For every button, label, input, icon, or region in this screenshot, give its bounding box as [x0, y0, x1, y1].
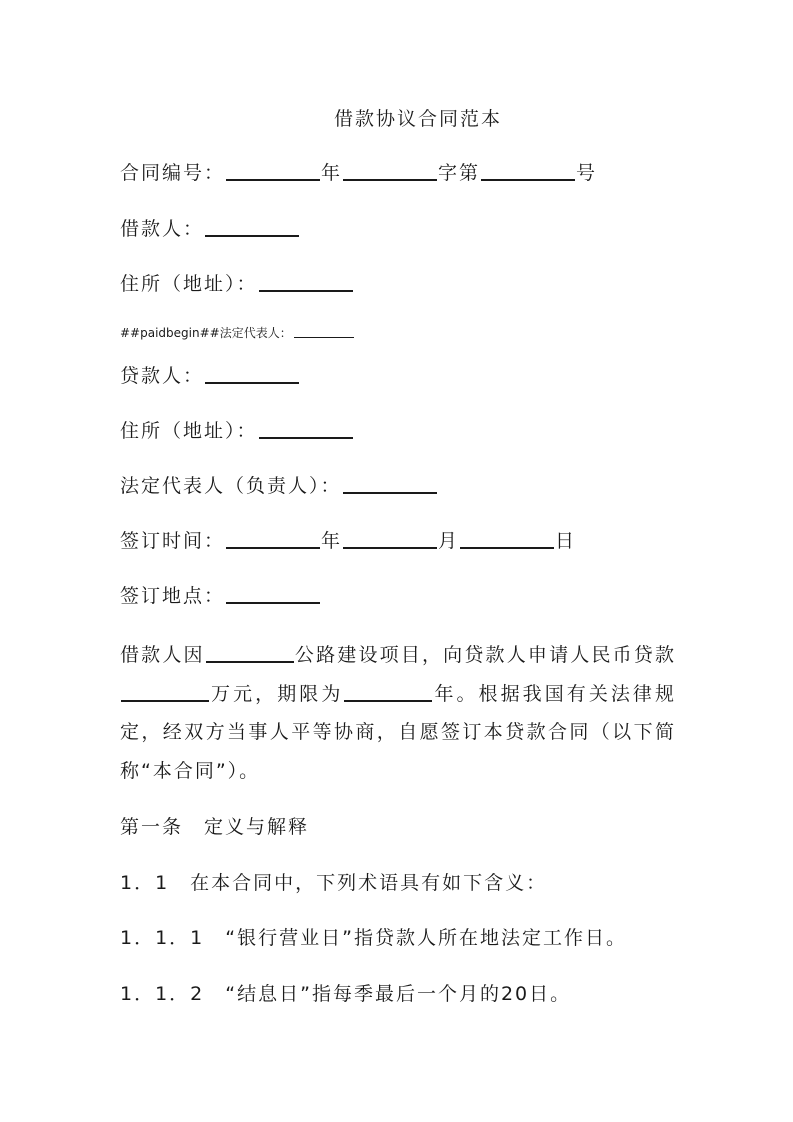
sign-time-blank-3	[460, 529, 554, 549]
sign-place-label: 签订地点：	[120, 585, 226, 607]
contract-number-blank-2	[343, 161, 437, 181]
borrower-label: 借款人：	[120, 218, 205, 240]
contract-number-blank-1	[226, 161, 320, 181]
sign-time-blank-2	[343, 529, 437, 549]
sign-time-year: 年	[321, 530, 343, 552]
lender-address-label: 住所（地址）：	[120, 420, 258, 442]
intro-part-3: 万元，期限为	[210, 682, 344, 705]
sign-place-blank	[226, 584, 320, 604]
lender-address-blank	[259, 419, 353, 439]
borrower-blank	[205, 217, 299, 237]
contract-number-label: 合同编号：	[120, 162, 226, 184]
sign-time-line	[120, 529, 576, 551]
intro-blank-2	[121, 682, 209, 702]
sign-place-line	[120, 584, 321, 606]
article-1-heading: 第一条 定义与解释	[120, 816, 310, 838]
contract-number-suffix: 号	[576, 162, 598, 184]
sign-time-month: 月	[438, 530, 460, 552]
lender-line	[120, 364, 300, 386]
intro-part-2: 公路建设项目，向贷款人申请人民币贷款	[294, 644, 676, 666]
document-title: 借款协议合同范本	[333, 108, 502, 130]
contract-number-line	[120, 161, 597, 183]
sign-time-day: 日	[555, 530, 577, 552]
paid-marker-blank	[294, 326, 354, 338]
legal-rep-blank	[343, 474, 437, 494]
borrower-address-label: 住所（地址）：	[120, 273, 258, 295]
sign-time-blank-1	[226, 529, 320, 549]
intro-paragraph	[120, 636, 676, 791]
borrower-address-blank	[259, 272, 353, 292]
intro-blank-1	[206, 643, 294, 663]
lender-blank	[205, 364, 299, 384]
lender-label: 贷款人：	[120, 365, 205, 387]
legal-rep-line	[120, 474, 438, 496]
clause-1-1-2: 1．1．2 “结息日”指每季最后一个月的20日。	[120, 983, 572, 1005]
paid-marker-line	[120, 324, 354, 341]
intro-blank-3	[344, 682, 432, 702]
clause-1-1-1: 1．1．1 “银行营业日”指贷款人所在地法定工作日。	[120, 927, 627, 949]
contract-number-char-no: 字第	[438, 162, 481, 184]
contract-number-blank-3	[481, 161, 575, 181]
intro-part-1: 借款人因	[120, 644, 205, 666]
borrower-address-line	[120, 272, 354, 294]
lender-address-line	[120, 419, 354, 441]
paid-marker-label: ##paidbegin##法定代表人：	[120, 326, 292, 340]
contract-number-year: 年	[321, 162, 343, 184]
clause-1-1: 1．1 在本合同中，下列术语具有如下含义：	[120, 872, 548, 894]
borrower-line	[120, 217, 300, 239]
legal-rep-label: 法定代表人（负责人）：	[120, 475, 342, 497]
sign-time-label: 签订时间：	[120, 530, 226, 552]
intro-part-4: 年。根据我国有关法律规定，经双方当事人平等协商，自愿签订本贷款合同（以下简称“本合同”）。	[120, 682, 676, 783]
